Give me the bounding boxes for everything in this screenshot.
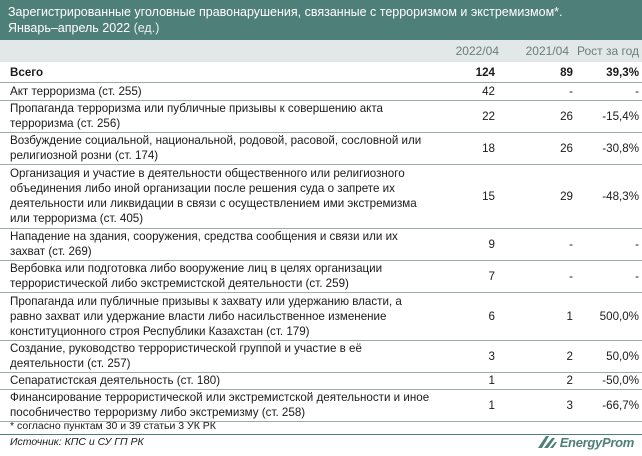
row-value-growth: -66,7% xyxy=(575,389,642,421)
row-value-2021: 29 xyxy=(495,164,575,228)
row-value-growth: 39,3% xyxy=(575,64,642,82)
row-value-2021: 2 xyxy=(495,340,575,372)
row-label: Всего xyxy=(0,64,440,82)
table-row xyxy=(0,340,642,372)
table-row xyxy=(0,228,642,260)
row-label: Пропаганда терроризма или публичные призывы к совершению акта терроризма (ст. 256) xyxy=(0,100,440,132)
title-unit: (ед.) xyxy=(133,21,160,35)
row-label: Возбуждение социальной, национальной, родовой, расовой, сословной или религиозной розни (ст. 174) xyxy=(0,132,440,164)
row-value-2022: 124 xyxy=(440,64,495,82)
title-period: Январь–апрель 2022 xyxy=(8,21,131,35)
table-title xyxy=(0,0,642,40)
row-value-2021: 89 xyxy=(495,64,575,82)
row-value-2022: 9 xyxy=(440,228,495,260)
column-header-2022: 2022/04 xyxy=(455,44,499,58)
row-value-2022: 1 xyxy=(440,389,495,421)
row-label: Организация и участие в деятельности общественного или религиозного объединения либо иной организации после решения суда о запрете их деятельности или ликвидации в связи с осуществлением ими экстремизма или терроризма (ст. 405) xyxy=(0,164,440,228)
row-value-2021: - xyxy=(495,228,575,260)
row-value-growth: - xyxy=(575,228,642,260)
row-value-2021: 1 xyxy=(495,292,575,340)
row-label: Сепаратистская деятельность (ст. 180) xyxy=(0,372,440,389)
column-header-growth: Рост за год xyxy=(576,44,639,58)
energyprom-logo-icon xyxy=(536,433,558,451)
row-value-2022: 22 xyxy=(440,100,495,132)
table-row xyxy=(0,64,642,82)
row-value-2022: 6 xyxy=(440,292,495,340)
title-line-1: Зарегистрированные уголовные правонарушения, связанные с терроризмом и экстремизмом*. xyxy=(8,5,563,19)
table-row xyxy=(0,100,642,132)
row-value-2021: - xyxy=(495,82,575,100)
row-label: Акт терроризма (ст. 255) xyxy=(0,82,440,100)
column-header-row xyxy=(0,40,642,62)
row-value-2022: 7 xyxy=(440,260,495,292)
row-value-2021: 26 xyxy=(495,100,575,132)
row-value-2021: - xyxy=(495,260,575,292)
row-label: Вербовка или подготовка либо вооружение лиц в целях организации террористической либо экстремистской деятельности (ст. 259) xyxy=(0,260,440,292)
logo-text: EnergyProm xyxy=(559,434,634,450)
table-row xyxy=(0,372,642,389)
row-value-2022: 18 xyxy=(440,132,495,164)
column-header-2021: 2021/04 xyxy=(525,44,569,58)
row-value-growth: -48,3% xyxy=(575,164,642,228)
row-value-growth: 500,0% xyxy=(575,292,642,340)
row-value-2022: 3 xyxy=(440,340,495,372)
row-value-2021: 3 xyxy=(495,389,575,421)
table-row xyxy=(0,292,642,340)
row-label: Нападение на здания, сооружения, средства сообщения и связи или их захват (ст. 269) xyxy=(0,228,440,260)
row-value-growth: - xyxy=(575,260,642,292)
row-value-growth: 50,0% xyxy=(575,340,642,372)
row-value-growth: -50,0% xyxy=(575,372,642,389)
table-row xyxy=(0,260,642,292)
footnote: * согласно пунктам 30 и 39 статьи 3 УК РК xyxy=(10,420,216,432)
row-value-growth: -30,8% xyxy=(575,132,642,164)
row-label: Финансирование террористической или экстремистской деятельности и иное пособничество терроризму либо экстремизму (ст. 258) xyxy=(0,389,440,421)
energyprom-logo xyxy=(536,431,634,453)
table-row xyxy=(0,82,642,100)
title-line-2 xyxy=(8,20,634,36)
table-row xyxy=(0,132,642,164)
row-value-2022: 42 xyxy=(440,82,495,100)
row-value-2022: 1 xyxy=(440,372,495,389)
source-note: Источник: КПС и СУ ГП РК xyxy=(10,436,144,448)
row-value-2021: 26 xyxy=(495,132,575,164)
row-label: Создание, руководство террористической группой и участие в её деятельности (ст. 257) xyxy=(0,340,440,372)
row-label: Пропаганда или публичные призывы к захвату или удержанию власти, а равно захват или удержание власти либо насильственное изменение конституционного строя Республики Казахстан (ст. 179) xyxy=(0,292,440,340)
table-row xyxy=(0,389,642,421)
row-value-growth: -15,4% xyxy=(575,100,642,132)
row-value-2022: 15 xyxy=(440,164,495,228)
table-row xyxy=(0,164,642,228)
row-value-2021: 2 xyxy=(495,372,575,389)
data-table xyxy=(0,64,642,422)
row-value-growth: - xyxy=(575,82,642,100)
